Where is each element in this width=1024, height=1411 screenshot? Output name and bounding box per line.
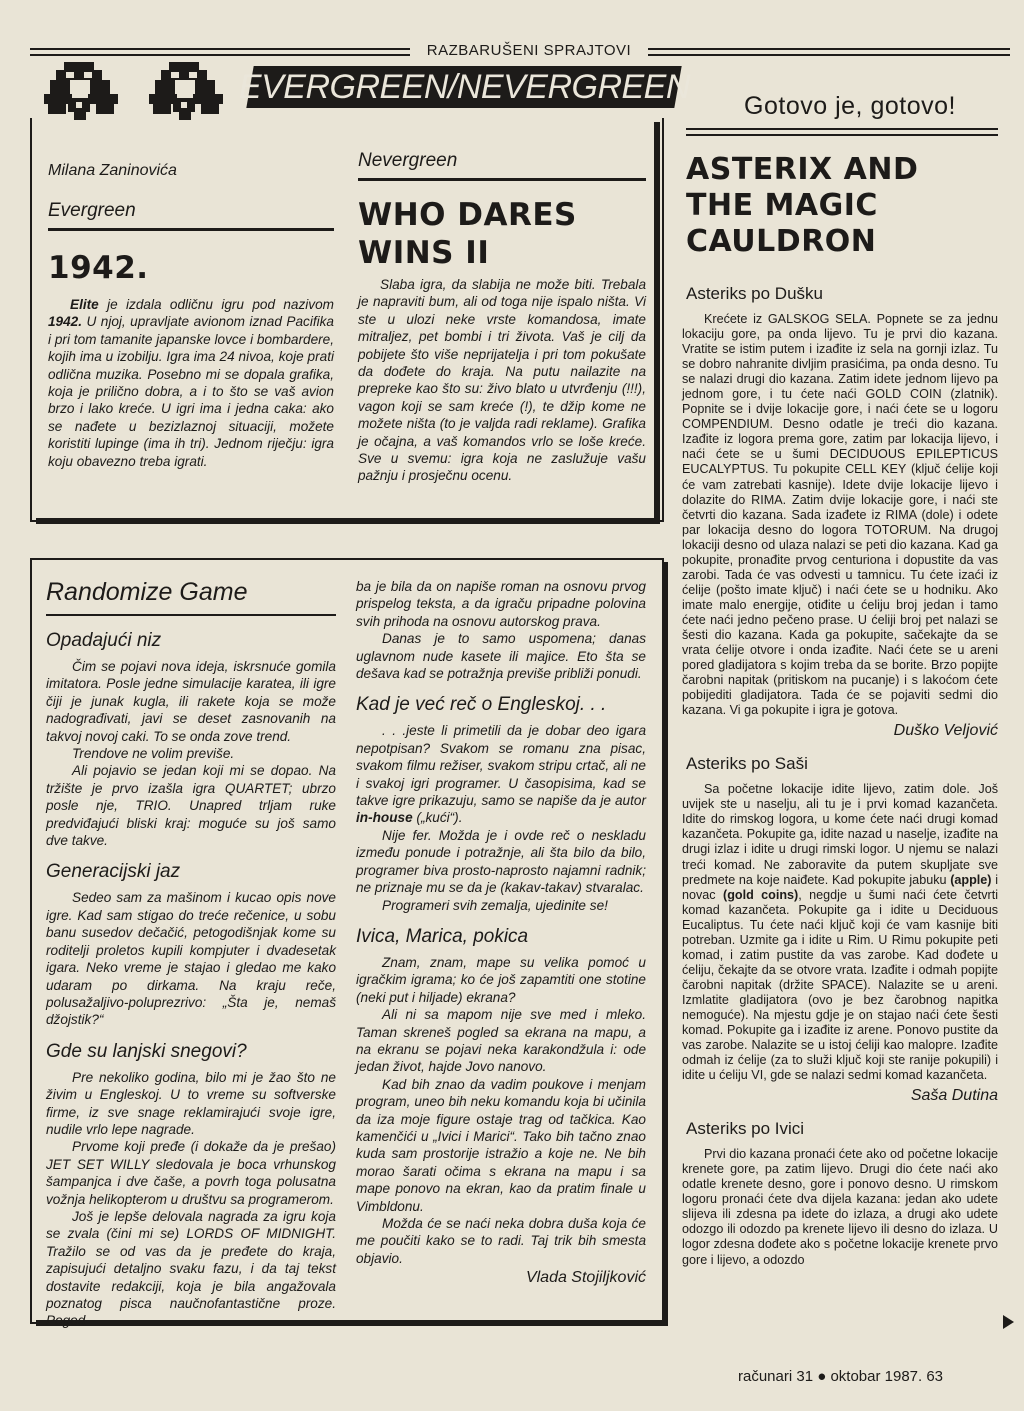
asterix-part-signature: Saša Dutina [910, 1087, 998, 1105]
evergreen-body: Elite je izdala odličnu igru pod nazivom 1942. U njoj, upravljate avionom iznad Pacifika i pri tom tamanite japanske lovce i bombardere, kojih ima u izobilju. Igra ima 24 nivoa, koje prati odlična muzika. Posebno mi se dopala grafika, koja je prilično dobra, a i to što se vaš avion brzo i lako kreće. U igri ima i jedna caka: ako se nađete u bezizlaznoj situaciji, možete koristiti lupinge (ima ih tri). Jednom riječju: igra koju obavezno treba igrati. [48, 297, 334, 469]
continue-arrow-icon [1003, 1315, 1014, 1329]
nevergreen-label: Nevergreen [358, 150, 458, 171]
donkey-kong-sprite-icon [145, 58, 245, 124]
asterix-part-heading: Asteriks po Ivici [686, 1119, 805, 1139]
randomize-section-heading: Opadajući niz [46, 630, 162, 651]
randomize-section-heading: Generacijski jaz [46, 861, 181, 883]
nevergreen-title [358, 196, 577, 272]
randomize-paragraph: Čim se pojavi nova ideja, iskrsnuće gomila imitatora. Posle jedne simulacije karatea, ili igre čiji je junak kugla, ili rakete koja se može nadograđivati, javi se deset zasnovanih na takvoj novoj caki. To se onda zove trend. [46, 659, 336, 744]
randomize-paragraph: Nije fer. Možda je i ovde reč o neskladu između ponude i potražnje, ali šta bilo da bilo, programer biva prosto-naprosto najamni radnik; ne priznaje mu se da je (kakav-takav) stvaralac. [356, 827, 646, 896]
randomize-paragraph: Danas je to samo uspomena; danas uglavnom nude kasete ili majice. Eto šta se dešava kad se potražnja previše približi ponudi. [356, 631, 646, 682]
randomize-paragraph: Ali pojavio se jedan koji mi se dopao. Na tržište je prvo izašla igra QUARTET; ubrzo posle nje, TRIO. Unapred trljam ruke predviđajući bliski kraj: moguće su još samo dve takve. [46, 763, 336, 849]
asterix-title-line2: THE MAGIC [686, 188, 878, 223]
right-section-title: Gotovo je, gotovo! [744, 92, 956, 120]
randomize-paragraph: ba je bila da on napiše roman na osnovu prvog prispelog teksta, a da igraču pripadne polovina svih prihoda na osnovu autorskog prava. [356, 579, 646, 629]
asterix-title-line3: CAULDRON [686, 224, 877, 259]
evergreen-label: Evergreen [48, 200, 136, 221]
randomize-paragraph: Možda će se naći neka dobra duša koja će me poučiti kako se to radi. Taj trik bih smesta objavio. [356, 1216, 646, 1266]
randomize-paragraph: Ali ni sa mapom nije sve med i mleko. Taman skreneš pogled sa ekrana na mapu, a na ekranu se pojavi neka karakondžula i: ode jedan život, hajde Jovo nanovo. [356, 1007, 646, 1075]
randomize-column-2 [356, 578, 646, 1287]
randomize-paragraph: Znam, znam, mape su velika pomoć u igračkim igrama; ko će još zapamtiti one stotine (neki put i hiljade) ekrana? [356, 954, 646, 1005]
asterix-part-body: Prvi dio kazana pronaći ćete ako od početne lokacije krenete gore, pa zatim lijevo. Drugi dio ćete naći ako odatle krenete desno, gore i ponovo desno. U rimskom logoru pronaći ćete dva dijela kazana: jedan ako udete slijeva ili zdesna pa idete do izlaza, a drugi ako udete odozgo ili odozdo pa krenete lijevo ili desno do izlaza. U logor zdesna dođete ako s početne lokacije krenete prvo gore i lijevo, a odozdo [682, 1147, 998, 1267]
asterix-part-body: Krećete iz GALSKOG SELA. Popnete se za jednu lokaciju gore, pa onda lijevo. Tu je prvi dio kazana. Vratite se istim putem i izađite iz sela na gornji izlaz. Tu se dobro nahranite divljim prasićima, pa onda desno. Tu se nalazi drugi dio kazana. Zatim idete jednom lijevo pa jednom gore, i tu ćete naći GOLD COIN (zlatnik). Popnite se i dvije lokacije gore, i naći ćete se u logoru COMPENDIUM. Desno odatle je treći dio kazana. Izađite iz logora prema gore, zatim par lokacija lijevo, i naći ćete se u šumi DECIDUOUS EPILEPTICUS EUCALYPTUS. Tu pokupite CELL KEY (ključ ćelije koji će vam zatrebati kasnije). Idete dvije lokacije lijevo i dolazite do RIMA. Zatim dvije lokacije gore, i naći ste četvrti dio kazana. Sada izađete iz RIMA (dole) i odete par lokacija desno do logora TOTORUM. Na drugoj lokaciji desno od ulaza nalazi se peti dio kazana. Kad ga pokupite, pronađite prvog centuriona i dopustite da vas zarobi. Tada će vas odvesti u tamnicu. Tu ćete izaći iz ćelije (pošto imate ključ) i naći ćete se u hodniku. Ako imate malo energije, otiđite u ćeliju broj jedan i tamo ćete naći jedno pečeno prase. U ćeliji broj pet nalazi se šesti dio kazana. Kada ga pokupite, sačekajte da se vrata ćelije otvore i onda izađite. Naći ćete se u areni pored gladijatora s kojim treba da se borite. Brzo popijte čarobni napitak (pritiskom na pucanje) i s lakoćom ćete pobijediti gladijatora. Tada će se pojaviti sedmi dio kazana. Vi ga pokupite i igra je gotova. [682, 312, 998, 718]
asterix-title-line1: ASTERIX AND [686, 152, 919, 187]
randomize-signature: Vlada Stojiljković [525, 1269, 646, 1287]
randomize-paragraph: Još je lepše delovala nagrada za igru koja se zvala (čini mi se) LORDS OF MIDNIGHT. Tražilo se od vas da je pređete do kraja, zapisujući detaljno svaku fazu, i da taj tekst dostavite redakciji, koja je bila angažovala poznatog pisca naučnofantastične proze. Pogod- [46, 1208, 336, 1329]
randomize-paragraph: Trendove ne volim previše. [72, 746, 235, 762]
randomize-section-heading: Ivica, Marica, pokica [356, 925, 529, 947]
randomize-paragraph: . . .jeste li primetili da je dobar deo igara nepotpisan? Svakom se romanu zna pisac, svakom filmu režiser, svakom stripu crtač, ali ne i svakoj igri programer. U časopisima, kad se takve igre prikazuju, samo se napiše da je autor in-house („kući“). [356, 723, 646, 826]
randomize-section-heading: Gde su lanjski snegovi? [46, 1040, 247, 1062]
asterix-part-heading: Asteriks po Saši [686, 754, 808, 774]
asterix-title [686, 152, 918, 260]
randomize-paragraph: Pre nekoliko godina, bilo mi je žao što ne živim u Engleskoj. U to vreme su softverske firme, iz sve snage reklamirajući svoje igre, nudile vrlo lepe nagrade. [46, 1069, 336, 1137]
header-rule-right [640, 48, 1010, 56]
randomize-paragraph: Sedeo sam za mašinom i kucao opis nove igre. Kad sam stigao do treće rečenice, u sobu banu susedov dečačić, petogodišnjak kome su roditelji proletos kupili kompjuter i dvadesetak igara. Neko vreme je stajao i gledao me kako udaram po dirkama. Na kraju reče, polusažaljivo-poluprezrivo: „Šta je, nemaš džojstik?“ [46, 890, 336, 1028]
evergreen-rule [48, 228, 334, 231]
randomize-paragraph: Kad bih znao da vadim poukove i menjam program, uneo bih neku komandu koja bi učinila da iza moje figure ostaje trag od tačkica. Kao kamenčići u „Ivici i Marici“. Tako bih tačno znao kuda sam prostorije istražio a koje ne. Ne bih morao šarati očima s ekrana na mapu i sa mape ponovo na ekran, kao da pratim finale u Vimbldonu. [356, 1076, 646, 1214]
evergreen-nevergreen-banner [238, 66, 690, 108]
nevergreen-rule [358, 178, 646, 181]
asterix-walkthrough [682, 284, 998, 1268]
evergreen-author: Milana Zaninovića [48, 162, 177, 179]
nevergreen-title-line2: WINS II [358, 235, 490, 271]
right-title-rule [686, 128, 998, 136]
evergreen-title: 1942. [48, 250, 149, 286]
randomize-section-heading: Kad je već reč o Engleskoj. . . [356, 694, 607, 716]
banner-text: EVERGREEN/NEVERGREEN [238, 67, 690, 106]
randomize-title: Randomize Game [46, 578, 248, 606]
nevergreen-body: Slaba igra, da slabija ne može biti. Trebala je napraviti bum, ali od toga nije ispalo ništa. Vi ste u ulozi neke vrste komandosa, imate mitraljez, pet bombi i tri života. Vaš je cilj da pobijete što više neprijatelja i pri tom pokušate da dođete do kraja. Na putu nailazite na prepreke kao što su: živo blato u utvrđenju (!!!), vagon koji se sam kreće (!), te džip kome ne možete ništa (to je valjda radi reklame). Grafika je očajna, a vaš komandos vrlo se loše kreće. Sve u svemu: igra koja ne zaslužuje vašu pažnju i prosječnu ocenu. [358, 277, 646, 484]
randomize-paragraph: Programeri svih zemalja, ujedinite se! [382, 897, 608, 913]
header-rule-left [30, 48, 410, 56]
randomize-column-1 [46, 624, 336, 1330]
section-title: RAZBARUŠENI SPRAJTOVI [410, 42, 648, 59]
page-footer: računari 31 ● oktobar 1987. 63 [738, 1368, 944, 1385]
asterix-part-signature: Duško Veljović [893, 722, 998, 740]
donkey-kong-sprite-icon [40, 58, 140, 124]
asterix-part-body: Sa početne lokacije idite lijevo, zatim dole. Još uvijek ste u naselju, ali tu je i prvi komad kazančeta. Idite do rimskog logora, u kome ćete naći drugi komad kazančeta. Pokupite ga, idite nazad u naselje, izađite na drugi izlaz i idite u drugi rimski logor. U njemu se nalazi treći komad. Ne zaboravite da putem skupljate sve predmete na koje naiđete. Kad pokupite jabuku (apple) i novac (gold coins), negdje u šumi naći ćete četvrti komad kazančeta. Pokupite ga i idite u Deciduous Eucaliptus. Tu ćete naći ključ koji će vam kasnije biti potreban. Uzmite ga i idite u Rim. U Rimu pokupite peti komad, i zatim pustite da vas zarobe. Kad dođete u ćeliju, čekajte da se otvore vrata. Izađite i odmah popijte čarobni napitak (držite SPACE). Nalazite se u areni. Izmlatite gladijatora (ovo je bez čarobnog napitka nemoguće). Na mjestu gdje je on stajao naći ćete šesti komad. Pokupite ga i izađite iz arene. Ponovo pustite da vas zarobe. Nalazite se u istoj ćeliji kao malopre. Izađite odmah iz ćelije (za to služi ključ koji ste ranije pokupili) i idite u ćeliju VI, gde se nalazi sedmi komad kazančeta. [682, 782, 999, 1083]
randomize-rule [46, 614, 336, 616]
asterix-part-heading: Asteriks po Dušku [686, 284, 823, 303]
nevergreen-title-line1: WHO DARES [358, 197, 577, 233]
randomize-paragraph: Prvome koji pređe (i dokaže da je prešao) JET SET WILLY sledovala je boca vrhunskog šampanjca i dve čaše, a povrh toga polusatna vožnja helikopterom u društvu sa programerom. [46, 1139, 336, 1207]
